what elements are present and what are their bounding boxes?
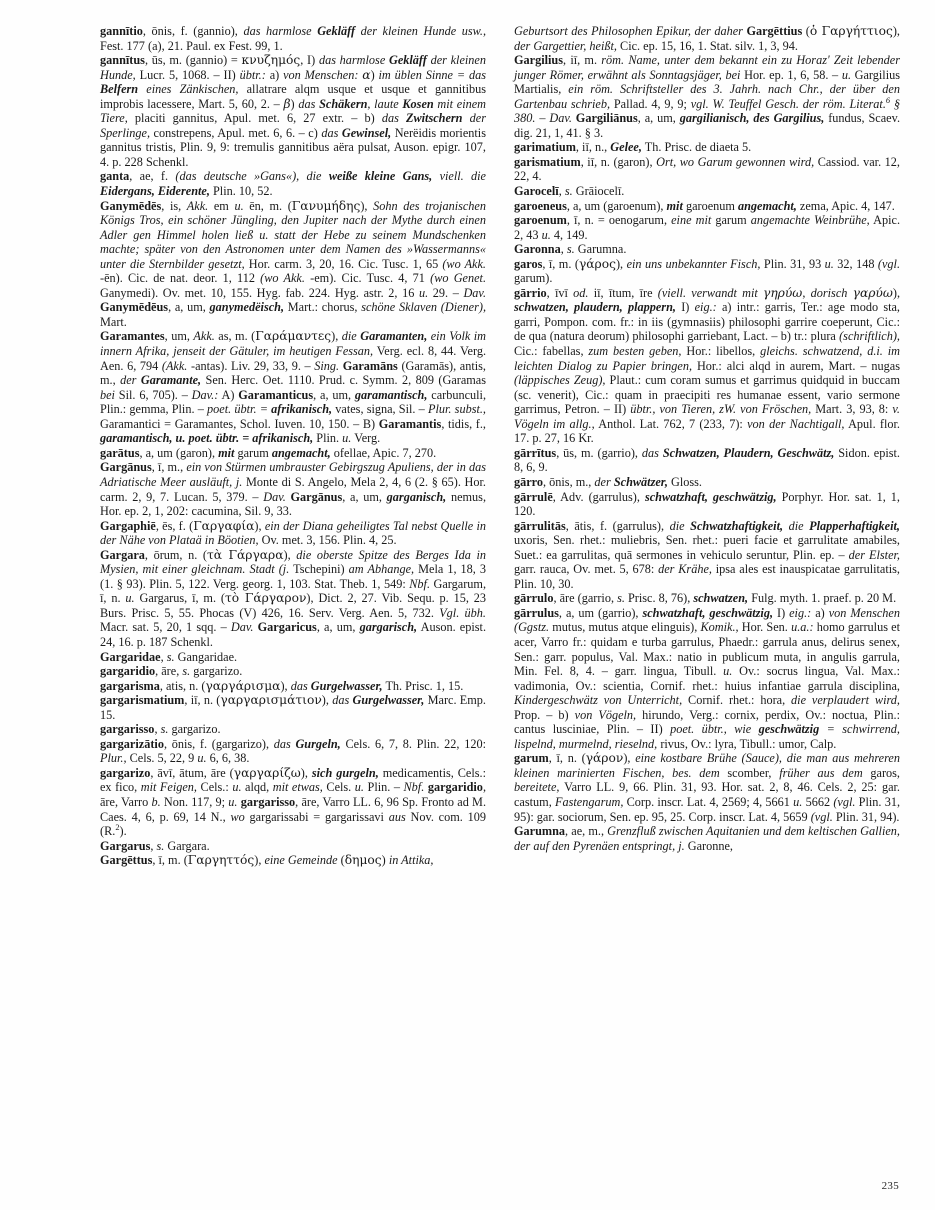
dictionary-entry: Garamantes, um, Akk. as, m. (Γαράμαντες), die Garamanten, ein Volk im innern Afrika, jenseit der Gätuler, im heutigen Fessan, Verg. ecl. 8, 44. Verg. Aen. 6, 794 (Akk. -antas). Liv. 29, 33, 9. – Sing. Garamāns (Garamās), antis, m., der Garamante, Sen. Herc. Oet. 1110. Prud. c. Symm. 2, 809 (Garamas bei Sil. 6, 705). – Dav.: A) Garamanticus, a, um, garamantisch, carbunculi, Plin.: gemma, Plin. – poet. übtr. = afrikanisch, vates, signa, Sil. – Plur. subst., Garamantici = Garamantes, Schol. Iuven. 10, 150. – B) Garamantis, tidis, f., garamantisch, u. poet. übtr. = afrikanisch, Plin. u. Verg. [100,329,487,446]
dictionary-entry: garum, ī, n. (γάρον), eine kostbare Brühe (Sauce), die man aus mehreren kleinen marinierten Fischen, bes. dem scomber, früher aus dem garos, bereitete, Varro LL. 9, 66. Plin. 31, 93. Hor. sat. 2, 8, 46. Cels. 2, 25: gar. castum, Fastengarum, Corp. inscr. Lat. 4, 2569; 4, 5661 u. 5662 (vgl. Plin. 31, 95): gar. sociorum, Sen. ep. 95, 25. Corp. inscr. Lat. 4, 5659 (vgl. Plin. 31, 94). [514,751,901,824]
dictionary-entry: gārrio, īvī od. iī, ītum, īre (viell. verwandt mit γηρύω, dorisch γαρύω), schwatzen, plaudern, plappern, I) eig.: a) intr.: garris, Ter.: age modo sta, garri, Pompon. com. fr.: in iis (gymnasiis) philosophi garrire coeperunt, Cic.: de qua (natura deorum) philosophi garriebant, Lact. – b) tr.: plura (schriftlich), Cic.: fabellas, zum besten geben, Hor.: libellos, gleichs. schwatzend, d.i. im leichten Dialog zu Papier bringen, Hor.: alci alqd in aurem, Mart. – nugas (läppisches Zeug), Plaut.: cum coram sumus et garrimus quidquid in buccam (sc. venerit), Cic.: quam in praecipiti res humanae essent, vario sermone garrimus, Petron. – II) übtr., von Tieren, zW. von Fröschen, Mart. 3, 93, 8: v. Vögeln im allg., Anthol. Lat. 762, 7 (233, 7): von der Nachtigall, Apul. flor. 17. p. 27, 16 Kr. [514,285,901,446]
dictionary-entry: Gargaridae, s. Gangaridae. [100,649,238,664]
dictionary-entry: garos, ī, m. (γάρος), ein uns unbekannter Fisch, Plin. 31, 93 u. 32, 148 (vgl. garum). [514,256,901,286]
dictionary-entry: Geburtsort des Philosophen Epikur, der daher Gargēttius (ὁ Γαργήττιος), der Gargettier, heißt, Cic. ep. 15, 16, 1. Stat. silv. 1, 3, 94. [514,24,900,53]
dictionary-entry: Gargaphiē, ēs, f. (Γαργαφία), ein der Diana geheiligtes Tal nebst Quelle in der Nähe von Plataä in Böotien, Ov. met. 3, 156. Plin. 4, 25. [100,518,486,548]
dictionary-entry: gargarizo, āvī, ātum, āre (γαργαρίζω), sich gurgeln, medicamentis, Cels.: ex fico, mit Feigen, Cels.: u. alqd, mit etwas, Cels. u. Plin. – Nbf. gargaridio, āre, Varro b. Non. 117, 9; u. gargarisso, āre, Varro LL. 6, 96 Sp. Fronto ad M. Caes. 4, 6, p. 69, 14 N., wo gargarissabi = gargarissavi aus Nov. com. 109 (R.$^2$). [100,765,487,839]
dictionary-entry: gārrulē, Adv. (garrulus), schwatzhaft, geschwätzig, Porphyr. Hor. sat. 1, 1, 120. [514,489,900,519]
dictionary-entry: gargaridio, āre, s. gargarizo. [100,664,243,679]
dictionary-entry: gārrulitās, ātis, f. (garrulus), die Schwatzhaftigkeit, die Plapperhaftigkeit, uxoris, Sen. rhet.: muliebris, Sen. rhet.: pueri facie et garrulitate amabiles, Suet.: ea garrulitas, quā sermones in vehiculo seruntur, Plin. ep. – der Elster, garr. rauca, Ov. met. 5, 678: der Krähe, ipsa ales est inauspicatae garrulitatis, Plin. 10, 30. [514,518,900,591]
dictionary-entry: garoeneus, a, um (garoenum), mit garoenum angemacht, zema, Apic. 4, 147. [514,198,895,213]
dictionary-entry: garātus, a, um (garon), mit garum angemacht, ofellae, Apic. 7, 270. [100,445,437,460]
dictionary-entry: gargarismatium, iī, n. (γαργαρισμάτιον), das Gurgelwasser, Marc. Emp. 15. [100,693,486,722]
dictionary-entry: garismatium, iī, n. (garon), Ort, wo Garum gewonnen wird, Cassiod. var. 12, 22, 4. [514,154,900,184]
dictionary-entry: garimatium, iī, n., Gelee, Th. Prisc. de diaeta 5. [514,140,752,155]
page-number: 235 [881,1180,899,1192]
dictionary-entry: Gargilius, iī, m. röm. Name, unter dem bekannt ein zu Horaz' Zeit lebender junger Römer, erwähnt als Sonntagsjäger, bei Hor. ep. 1, 6, 58. – u. Gargilius Martialis, ein röm. Schriftsteller des 3. Jahrh. nach Chr., der über den Gartenbau schrieb, Pallad. 4, 9, 9; vgl. W. Teuffel Gesch. der röm. Literat.$^6$ § 380. – Dav. Gargiliānus, a, um, gargilianisch, des Gargilius, fundus, Scaev. dig. 21, 1, 41. § 3. [514,53,901,140]
right-column [514,24,900,1174]
dictionary-entry: Gargara, ōrum, n. (τὰ Γάργαρα), die oberste Spitze des Berges Ida in Mysien, mit einer gleichnam. Stadt (j. Tschepini) am Abhange, Mela 1, 18, 3 (1. § 93). Plin. 5, 122. Verg. georg. 1, 103. Stat. Theb. 1, 549: Nbf. Gargarum, ī, n. u. Gargarus, ī, m. (τὸ Γάργαρον), Dict. 2, 27. Vib. Sequ. p. 15, 23 Burs. Prisc. 5, 55. Phocas (V) 426, 16. Serv. Verg. Aen. 5, 732. Vgl. übh. Macr. sat. 5, 20, 1 sqq. – Dav. Gargaricus, a, um, gargarisch, Auson. epist. 24, 16. p. 187 Schenkl. [100,547,487,649]
dictionary-entry: ganta, ae, f. (das deutsche »Gans«), die weiße kleine Gans, viell. die Eidergans, Eiderente, Plin. 10, 52. [100,169,486,199]
dictionary-entry: gargarisma, atis, n. (γαργάρισμα), das Gurgelwasser, Th. Prisc. 1, 15. [100,678,464,693]
dictionary-entry: gannītus, ūs, m. (gannio) = κνυζημός, I) das harmlose Gekläff der kleinen Hunde, Lucr. 5, 1068. – II) übtr.: a) von Menschen: α) im üblen Sinne = das Belfern eines Zänkischen, allatrare alqm usque et usque et gannitibus improbis lacessere, Mart. 5, 60, 2. – β) das Schäkern, laute Kosen mit einem Tiere, placiti gannitus, Apul. met. 6, 27 extr. – b) das Zwitschern der Sperlinge, constrepens, Apul. met. 6, 6. – c) das Gewinsel, Nerëidis morientis gannitus tristis, Plin. 9, 9: tremulis gannitibus aëra pulsat, Auson. epigr. 107, 4. p. 228 Schenkl. [100,53,487,169]
dictionary-entry: gārrulus, a, um (garrio), schwatzhaft, geschwätzig, I) eig.: a) von Menschen (Ggstz. mutus, mutus atque elinguis), Komik., Hor. Sen. u.a.: homo garrulus et acer, Varro fr.: quidam e turba garrulus, Phaedr.: garrula anus, delirus senex, Sen.: garr. populus, Val. Max.: natio in publicum muta, in angulis garrula, Min. Fel. 8, 4. – garr. lingua, Tibull. u. Ov.: socrus lingua, Val. Max.: vadimonia, Ov.: scientia, Cornif. rhet.: huius infantiae garrula disciplina, Kindergeschwätz von Unterricht, Cornif. rhet.: hora, die verplaudert wird, Prop. – b) von Vögeln, hirundo, Verg.: cornix, perdix, Ov.: noctua, Plin.: cantus lusciniae, Plin. – II) poet. übtr., wie geschwätzig = schwirrend, lispelnd, murmelnd, rieselnd, rivus, Ov.: lyra, Tibull.: umor, Calp. [514,605,901,751]
dictionary-entry: Gargarus, s. Gargara. [100,838,210,853]
dictionary-entry: garoenum, ī, n. = oenogarum, eine mit garum angemachte Weinbrühe, Apic. 2, 43 u. 4, 149. [514,213,901,242]
page-columns [100,24,900,1174]
dictionary-entry: Ganymēdēs, is, Akk. em u. ēn, m. (Γανυμήδης), Sohn des trojanischen Königs Tros, ein schöner Jüngling, den Jupiter nach der Mythe durch einen Adler gen Himmel holen ließ u. statt der Hebe zu seinem Mundschenken machte; später von den Astronomen unter dem Namen des »Wassermanns« unter die Sternbilder gesetzt, Hor. carm. 3, 20, 16. Cic. Tusc. 1, 65 (wo Akk. -ēn). Cic. de nat. deor. 1, 112 (wo Akk. -em). Cic. Tusc. 4, 71 (wo Genet. Ganymedi). Ov. met. 10, 155. Hyg. fab. 224. Hyg. astr. 2, 16 u. 29. – Dav. Ganymēdēus, a, um, ganymedëisch, Mart.: chorus, schöne Sklaven (Diener), Mart. [100,198,487,329]
dictionary-entry: gargarisso, s. gargarizo. [100,722,221,737]
left-column [100,24,486,1174]
dictionary-entry: gārro, ōnis, m., der Schwätzer, Gloss. [514,474,702,489]
dictionary-entry: gannītio, ōnis, f. (gannio), das harmlose Gekläff der kleinen Hunde usw., Fest. 177 (a), 21. Paul. ex Fest. 99, 1. [100,24,487,53]
dictionary-entry: gārrulo, āre (garrio, s. Prisc. 8, 76), schwatzen, Fulg. myth. 1. praef. p. 20 M. [514,591,897,606]
dictionary-entry: Gargēttus, ī, m. (Γαργηττός), eine Gemeinde (δημος) in Attika, [100,853,434,868]
dictionary-entry: Garumna, ae, m., Grenzfluß zwischen Aquitanien und dem keltischen Gallien, der auf den Pyrenäen entspringt, j. Garonne, [514,824,900,853]
dictionary-entry: gargarizātio, ōnis, f. (gargarizo), das Gurgeln, Cels. 6, 7, 8. Plin. 22, 120: Plur., Cels. 5, 22, 9 u. 6, 6, 38. [100,736,486,766]
dictionary-entry: gārrītus, ūs, m. (garrio), das Schwatzen, Plaudern, Geschwätz, Sidon. epist. 8, 6, 9. [514,445,900,475]
dictionary-entry: Garonna, s. Garumna. [514,242,627,257]
dictionary-entry: Garocelī, s. Grāiocelī. [514,184,625,199]
dictionary-entry: Gargānus, ī, m., ein von Stürmen umbrauster Gebirgszug Apuliens, der in das Adriatische Meer ausläuft, j. Monte di S. Angelo, Mela 2, 4, 6 (2. § 65). Hor. carm. 2, 9, 7. Lucan. 5, 379. – Dav. Gargānus, a, um, garganisch, nemus, Hor. ep. 2, 1, 202: cacumina, Sil. 9, 33. [100,460,487,519]
